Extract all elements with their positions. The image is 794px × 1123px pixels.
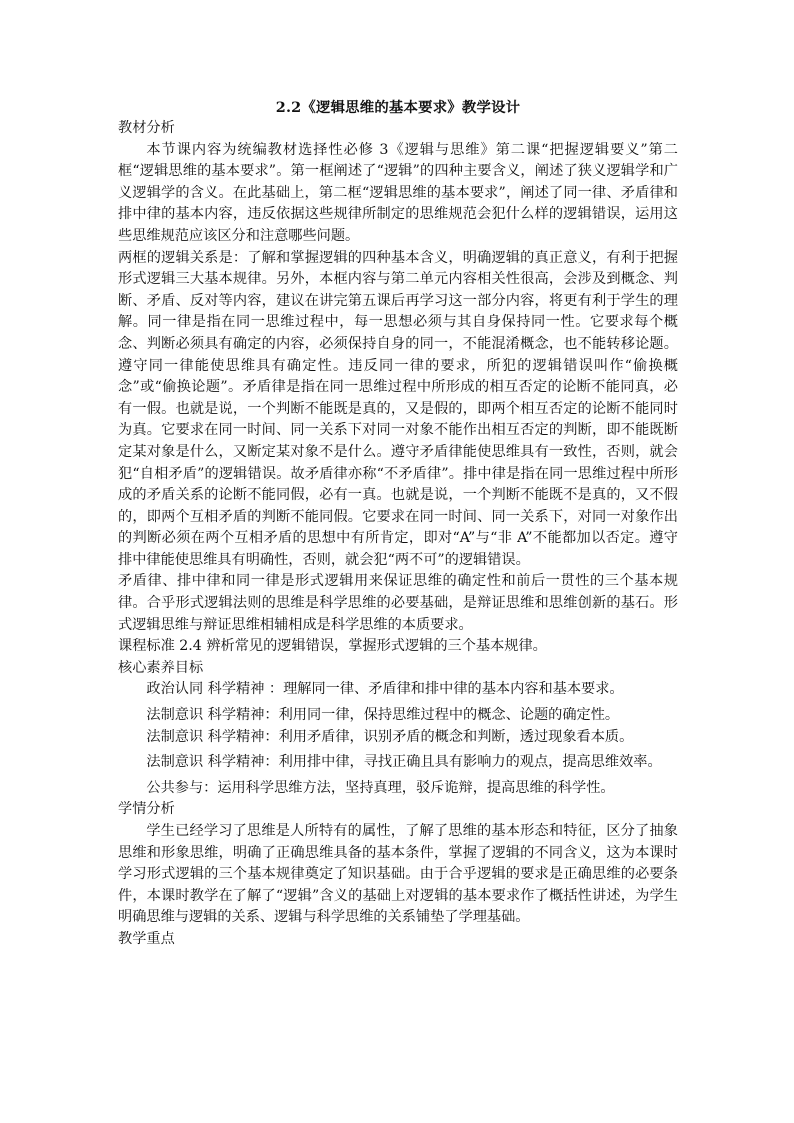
document-body bbox=[118, 97, 678, 951]
section-heading-material: 教材分析 bbox=[118, 120, 175, 136]
curriculum-standard: 课程标准 2.4 辨析常见的逻辑错误，掌握形式逻辑的三个基本规律。 bbox=[118, 638, 547, 655]
section-heading-students: 学情分析 bbox=[118, 801, 175, 818]
literacy-goal-1: 政治认同 科学精神 ：理解同一律、矛盾律和排中律的基本内容和基本要求。 bbox=[146, 681, 624, 698]
students-paragraph: 学生已经学习了思维是人所特有的属性，了解了思维的基本形态和特征，区分了抽象思维和形象思维，明确了正确思维具备的基本条件，掌握了逻辑的不同含义，这为本课时学习形式逻辑的三个基本规律奠定了知识基础。由于合乎逻辑的要求是正确思维的必要条件，本课时教学在了解了“逻辑”含义的基础上对逻辑的基本要求作了概括性讲述，为学生明确思维与逻辑的关系、逻辑与科学思维的关系铺垫了学理基础。 bbox=[118, 823, 678, 926]
material-paragraph-2: 两框的逻辑关系是：了解和掌握逻辑的四种基本含义，明确逻辑的真正意义，有利于把握形式逻辑三大基本规律。另外，本框内容与第二单元内容相关性很高，会涉及到概念、判断、矛盾、反对等内容，建议在讲完第五课后再学习这一部分内容，将更有利于学生的理解。同一律是指在同一思维过程中，每一思想必须与其自身保持同一性。它要求每个概念、判断必须具有确定的内容，必须保持自身的同一，不能混淆概念，也不能转移论题。遵守同一律能使思维具有确定性。违反同一律的要求，所犯的逻辑错误叫作“偷换概念”或“偷换论题”。矛盾律是指在同一思维过程中所形成的相互否定的论断不能同真，必有一假。也就是说，一个判断不能既是真的，又是假的，即两个相互否定的论断不能同时为真。它要求在同一时间、同一关系下对同一对象不能作出相互否定的判断，即不能既断定某对象是什么，又断定某对象不是什么。遵守矛盾律能使思维具有一致性，否则，就会犯“自相矛盾”的逻辑错误。故矛盾律亦称“不矛盾律”。排中律是指在同一思维过程中所形成的矛盾关系的论断不能同假，必有一真。也就是说，一个判断不能既不是真的，又不假的，即两个互相矛盾的判断不能同假。它要求在同一时间、同一关系下，对同一对象作出的判断必须在两个互相矛盾的思想中有所肯定，即对“A”与“非 A”不能都加以否定。遵守排中律能使思维具有明确性，否则，就会犯“两不可”的逻辑错误。 bbox=[118, 249, 678, 568]
literacy-goal-2: 法制意识 科学精神：利用同一律，保持思维过程中的概念、论题的确定性。 bbox=[146, 707, 620, 724]
literacy-goal-3: 法制意识 科学精神：利用矛盾律，识别矛盾的概念和判断，透过现象看本质。 bbox=[146, 728, 634, 745]
literacy-goal-4: 法制意识 科学精神：利用排中律，寻找正确且具有影响力的观点，提高思维效率。 bbox=[146, 754, 662, 771]
literacy-goal-5: 公共参与：运用科学思维方法，坚持真理，驳斥诡辩，提高思维的科学性。 bbox=[146, 779, 615, 796]
section-heading-focus: 教学重点 bbox=[118, 930, 175, 947]
material-paragraph-1: 本节课内容为统编教材选择性必修 3《逻辑与思维》第二课“把握逻辑要义”第二框“逻辑思维的基本要求”。第一框阐述了“逻辑”的四种主要含义，阐述了狭义逻辑学和广义逻辑学的含义。在此基础上，第二框“逻辑思维的基本要求”，阐述了同一律、矛盾律和排中律的基本内容，违反依据这些规律所制定的思维规范会犯什么样的逻辑错误，运用这些思维规范应该区分和注意哪些问题。 bbox=[118, 141, 678, 244]
material-paragraph-3: 矛盾律、排中律和同一律是形式逻辑用来保证思维的确定性和前后一贯性的三个基本规律。合乎形式逻辑法则的思维是科学思维的必要基础，是辩证思维和思维创新的基石。形式逻辑思维与辩证思维相辅相成是科学思维的本质要求。 bbox=[118, 573, 678, 633]
section-heading-literacy: 核心素养目标 bbox=[118, 659, 204, 676]
document-title: 2.2《逻辑思维的基本要求》教学设计 bbox=[275, 99, 521, 116]
